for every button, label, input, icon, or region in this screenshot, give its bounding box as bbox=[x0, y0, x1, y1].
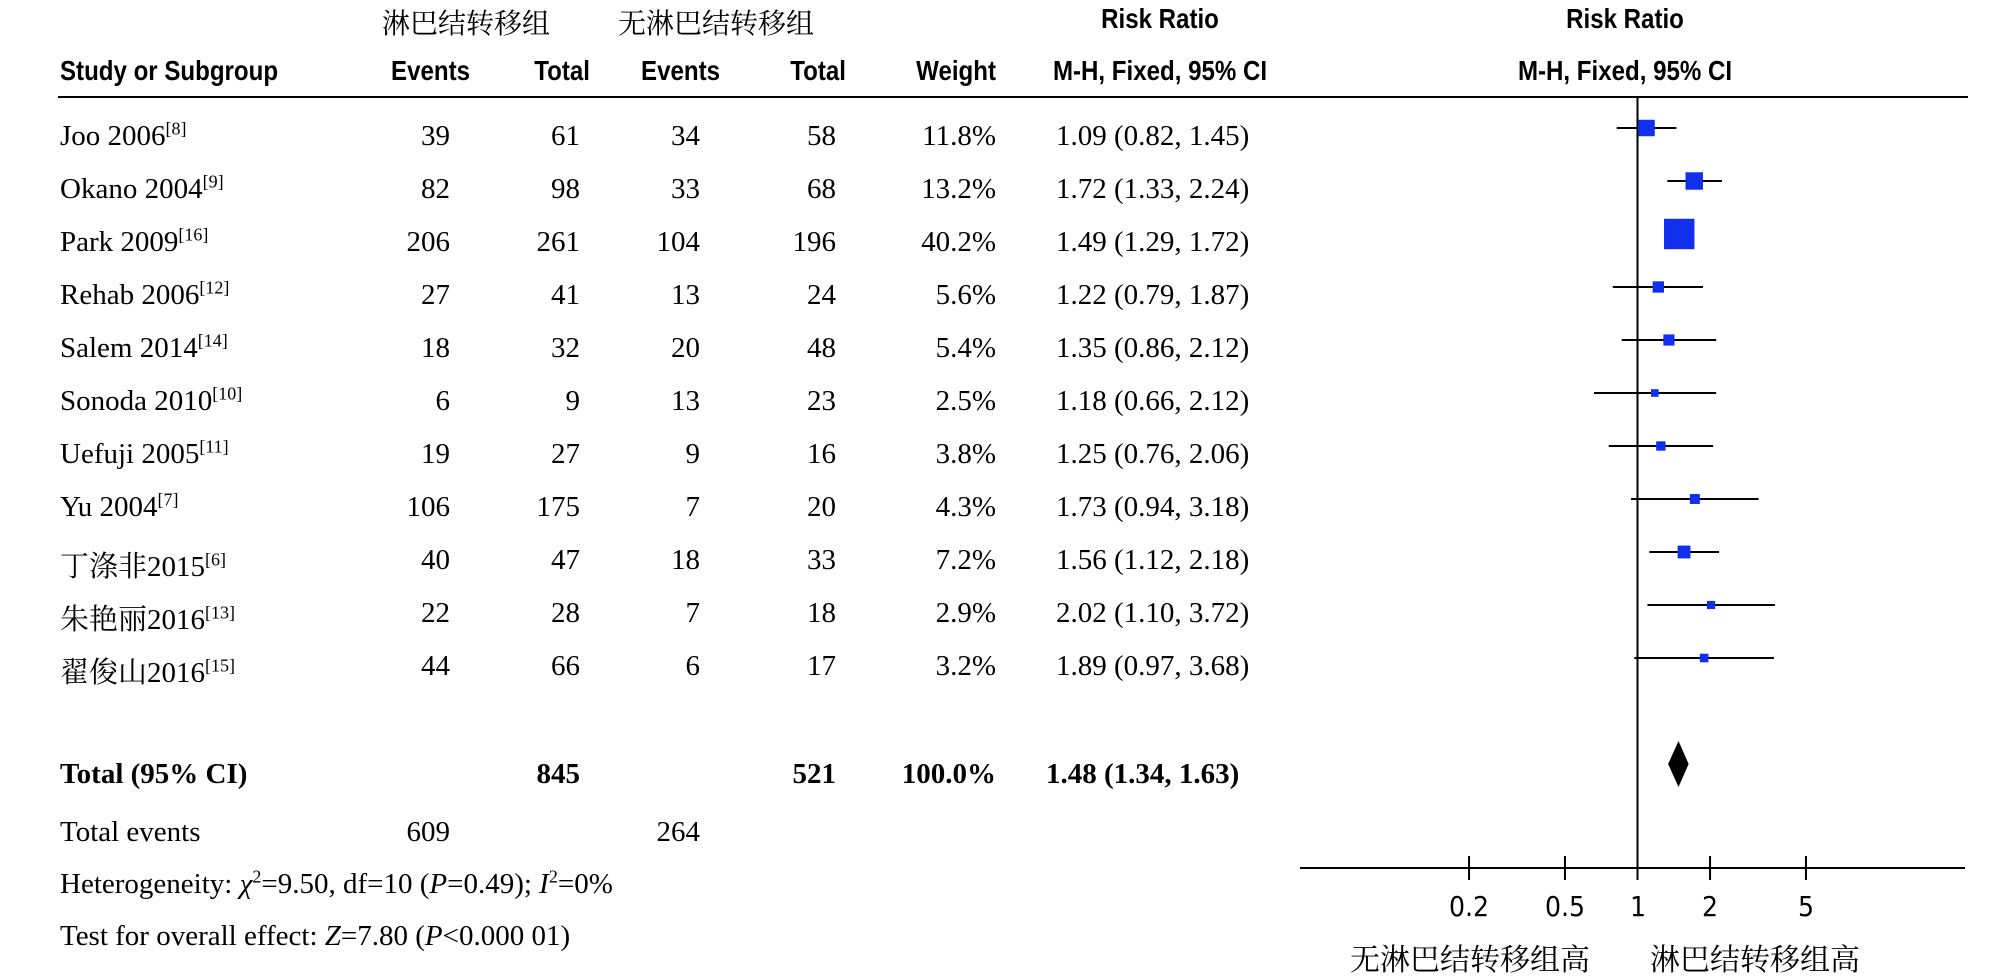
study-t1: 47 bbox=[551, 544, 580, 576]
study-e2: 6 bbox=[685, 650, 700, 682]
z-value: =7.80 ( bbox=[340, 920, 425, 952]
study-t1: 27 bbox=[551, 438, 580, 470]
study-t1: 66 bbox=[551, 650, 580, 682]
favours-left-label: 无淋巴结转移组高 bbox=[1350, 943, 1590, 978]
study-ci: 1.56 (1.12, 2.18) bbox=[1056, 544, 1250, 576]
events1-header: Events bbox=[391, 55, 470, 86]
study-name-text: 朱艳丽2016 bbox=[60, 604, 206, 636]
study-weight: 5.6% bbox=[935, 279, 996, 311]
study-point-marker bbox=[1690, 494, 1700, 504]
plot-risk-ratio-header: Risk Ratio bbox=[1566, 3, 1684, 34]
study-point-marker bbox=[1656, 441, 1665, 450]
plot-method-header: M-H, Fixed, 95% CI bbox=[1517, 55, 1733, 86]
study-reference: [14] bbox=[197, 330, 228, 351]
study-e2: 20 bbox=[671, 332, 700, 364]
total-events-e2: 264 bbox=[656, 816, 700, 848]
study-ci: 1.35 (0.86, 2.12) bbox=[1056, 332, 1250, 364]
study-ci: 2.02 (1.10, 3.72) bbox=[1056, 597, 1250, 629]
risk-ratio-header: Risk Ratio bbox=[1101, 3, 1219, 34]
study-weight: 7.2% bbox=[935, 544, 996, 576]
group1-header: 淋巴结转移组 bbox=[382, 7, 551, 40]
overall-p-symbol: P bbox=[424, 920, 443, 952]
study-name-text: Uefuji 2005 bbox=[60, 438, 200, 470]
study-reference: [15] bbox=[205, 655, 236, 676]
total-t1: 845 bbox=[536, 758, 580, 790]
weight-header: Weight bbox=[916, 55, 996, 86]
study-t1: 28 bbox=[551, 597, 580, 629]
study-t1: 41 bbox=[551, 279, 580, 311]
study-t2: 68 bbox=[807, 173, 836, 205]
study-e1: 106 bbox=[406, 491, 450, 523]
study-e1: 39 bbox=[421, 120, 450, 152]
study-t2: 33 bbox=[807, 544, 836, 576]
study-name-text: Rehab 2006 bbox=[60, 279, 200, 311]
study-e2: 13 bbox=[671, 385, 700, 417]
study-t2: 16 bbox=[807, 438, 836, 470]
study-e2: 13 bbox=[671, 279, 700, 311]
heterogeneity-prefix: Heterogeneity: bbox=[60, 868, 240, 900]
study-point-marker bbox=[1653, 281, 1664, 292]
study-t1: 98 bbox=[551, 173, 580, 205]
study-ci: 1.09 (0.82, 1.45) bbox=[1056, 120, 1250, 152]
i-value: =0% bbox=[557, 868, 613, 900]
i-symbol: I bbox=[539, 868, 549, 900]
study-weight: 40.2% bbox=[921, 226, 996, 258]
study-reference: [12] bbox=[199, 277, 230, 298]
total-t2: 521 bbox=[792, 758, 836, 790]
overall-prefix: Test for overall effect: bbox=[60, 920, 325, 952]
study-e2: 7 bbox=[685, 597, 700, 629]
study-e2: 9 bbox=[685, 438, 700, 470]
overall-p-value: <0.000 01) bbox=[442, 920, 571, 952]
study-weight: 11.8% bbox=[922, 120, 996, 152]
study-reference: [8] bbox=[165, 118, 187, 139]
study-e2: 18 bbox=[671, 544, 700, 576]
p-value: =0.49); bbox=[447, 868, 540, 900]
study-t2: 24 bbox=[807, 279, 836, 311]
study-point-marker bbox=[1651, 389, 1659, 397]
pooled-effect-diamond bbox=[1668, 741, 1689, 787]
study-e1: 18 bbox=[421, 332, 450, 364]
study-point-marker bbox=[1663, 334, 1674, 345]
study-name-text: 翟俊山2016 bbox=[60, 657, 206, 689]
study-point-marker bbox=[1678, 546, 1691, 559]
study-ci: 1.18 (0.66, 2.12) bbox=[1056, 385, 1250, 417]
events2-header: Events bbox=[641, 55, 720, 86]
study-t2: 23 bbox=[807, 385, 836, 417]
study-point-marker bbox=[1700, 654, 1709, 663]
study-header: Study or Subgroup bbox=[60, 55, 279, 86]
chi-value: =9.50, df=10 ( bbox=[261, 868, 430, 900]
study-e1: 206 bbox=[406, 226, 450, 258]
study-t1: 175 bbox=[536, 491, 580, 523]
study-name-text: Salem 2014 bbox=[60, 332, 198, 364]
tick-label: 1 bbox=[1629, 890, 1646, 923]
study-weight: 3.2% bbox=[935, 650, 996, 682]
tick-label: 2 bbox=[1702, 890, 1719, 923]
study-weight: 3.8% bbox=[935, 438, 996, 470]
total-label: Total (95% CI) bbox=[60, 758, 248, 790]
study-weight: 4.3% bbox=[935, 491, 996, 523]
study-weight: 2.5% bbox=[935, 385, 996, 417]
study-name-text: Yu 2004 bbox=[60, 491, 158, 523]
i-sup: 2 bbox=[548, 866, 558, 887]
group2-header: 无淋巴结转移组 bbox=[618, 7, 815, 40]
study-name-text: 丁涤非2015 bbox=[60, 551, 206, 583]
study-e1: 19 bbox=[421, 438, 450, 470]
study-e2: 7 bbox=[685, 491, 700, 523]
p-symbol: P bbox=[429, 868, 448, 900]
study-ci: 1.73 (0.94, 3.18) bbox=[1056, 491, 1250, 523]
study-ci: 1.22 (0.79, 1.87) bbox=[1056, 279, 1250, 311]
tick-label: 5 bbox=[1797, 890, 1814, 923]
study-reference: [13] bbox=[205, 602, 236, 623]
total1-header: Total bbox=[534, 55, 590, 86]
method-header: M-H, Fixed, 95% CI bbox=[1052, 55, 1268, 86]
study-t2: 48 bbox=[807, 332, 836, 364]
study-reference: [11] bbox=[199, 436, 229, 457]
study-reference: [7] bbox=[157, 489, 179, 510]
chi-symbol: χ bbox=[239, 868, 253, 900]
favours-right-label: 淋巴结转移组高 bbox=[1650, 943, 1860, 978]
study-name-text: Sonoda 2010 bbox=[60, 385, 213, 417]
study-weight: 13.2% bbox=[921, 173, 996, 205]
study-ci: 1.49 (1.29, 1.72) bbox=[1056, 226, 1250, 258]
study-reference: [6] bbox=[205, 549, 227, 570]
study-point-marker bbox=[1686, 172, 1703, 189]
study-name-text: Okano 2004 bbox=[60, 173, 203, 205]
study-t2: 196 bbox=[792, 226, 836, 258]
study-point-marker bbox=[1707, 601, 1715, 609]
study-e1: 44 bbox=[421, 650, 450, 682]
study-e1: 82 bbox=[421, 173, 450, 205]
study-t2: 18 bbox=[807, 597, 836, 629]
study-reference: [9] bbox=[202, 171, 224, 192]
study-e1: 22 bbox=[421, 597, 450, 629]
study-e1: 6 bbox=[435, 385, 450, 417]
total-events-label: Total events bbox=[60, 816, 201, 848]
study-t2: 58 bbox=[807, 120, 836, 152]
study-t1: 61 bbox=[551, 120, 580, 152]
study-t2: 17 bbox=[807, 650, 836, 682]
study-weight: 2.9% bbox=[935, 597, 996, 629]
study-name-text: Park 2009 bbox=[60, 226, 179, 258]
study-ci: 1.25 (0.76, 2.06) bbox=[1056, 438, 1250, 470]
study-e1: 40 bbox=[421, 544, 450, 576]
study-reference: [10] bbox=[212, 383, 243, 404]
study-ci: 1.72 (1.33, 2.24) bbox=[1056, 173, 1250, 205]
study-e2: 104 bbox=[656, 226, 700, 258]
study-ci: 1.89 (0.97, 3.68) bbox=[1056, 650, 1250, 682]
study-e2: 33 bbox=[671, 173, 700, 205]
study-point-marker bbox=[1664, 219, 1694, 249]
study-t1: 9 bbox=[565, 385, 580, 417]
study-point-marker bbox=[1638, 120, 1654, 136]
study-e1: 27 bbox=[421, 279, 450, 311]
study-t1: 261 bbox=[536, 226, 580, 258]
tick-label: 0.5 bbox=[1544, 890, 1585, 923]
total2-header: Total bbox=[790, 55, 846, 86]
total-events-e1: 609 bbox=[406, 816, 450, 848]
tick-label: 0.2 bbox=[1449, 890, 1490, 923]
z-symbol: Z bbox=[324, 920, 341, 952]
total-weight: 100.0% bbox=[901, 758, 996, 790]
study-weight: 5.4% bbox=[935, 332, 996, 364]
study-name-text: Joo 2006 bbox=[60, 120, 166, 152]
total-ci: 1.48 (1.34, 1.63) bbox=[1046, 758, 1240, 790]
study-t2: 20 bbox=[807, 491, 836, 523]
study-t1: 32 bbox=[551, 332, 580, 364]
study-reference: [16] bbox=[178, 224, 209, 245]
chi-sup: 2 bbox=[252, 866, 262, 887]
study-e2: 34 bbox=[671, 120, 700, 152]
